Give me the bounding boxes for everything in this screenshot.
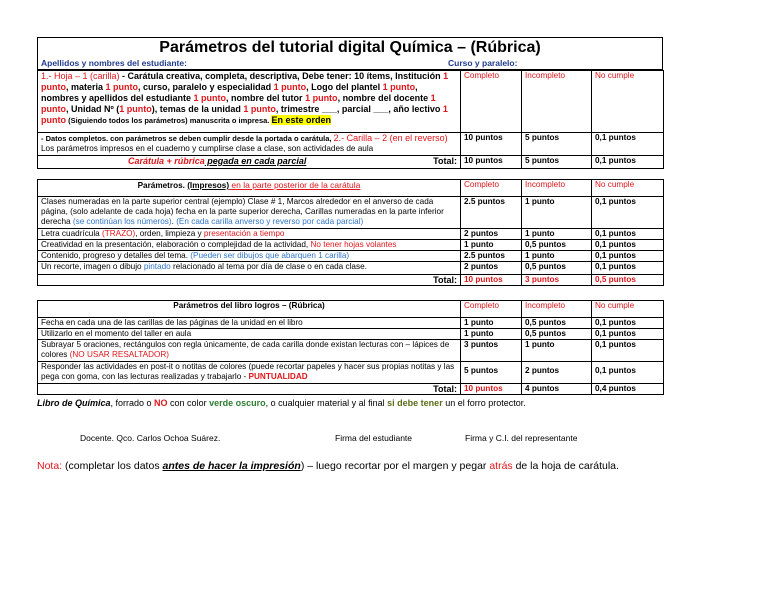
table-row: Clases numeradas en la parte superior central (ejemplo) Clase # 1, Marcos alrededor en el anverso de cada página, (solo adelante de cada hoja) fecha en la parte superior derecha, Carillas numeradas en la parte inferior derecha (se continúan los números). (En cada carilla anverso y reverso por cada parcial) (38, 197, 461, 229)
points-cell: 0,1 puntos (592, 240, 664, 251)
col-fail: No cumple (592, 180, 664, 197)
rubric-page (37, 37, 663, 472)
col-incomplete: Incompleto (522, 301, 592, 318)
points-cell: 10 puntos (461, 156, 522, 169)
points-cell: 0,1 puntos (592, 133, 664, 156)
points-cell: 1 punto (461, 240, 522, 251)
cover-table (37, 70, 664, 169)
student-name-label: Apellidos y nombres del estudiante: (41, 58, 187, 68)
student-signature: Firma del estudiante (335, 433, 413, 443)
points-cell: 0,1 puntos (592, 251, 664, 262)
student-info-row (37, 58, 663, 70)
points-cell: 2 puntos (461, 262, 522, 275)
points-cell: 0,1 puntos (592, 262, 664, 275)
points-cell: 0,5 puntos (522, 318, 592, 329)
points-cell: 10 puntos (461, 275, 522, 286)
cover-row-2: - Datos completos. con parámetros se deben cumplir desde la portada o carátula, 2.- Carilla – 2 (en el reverso) Los parámetros impresos en el cuaderno y cumplirse clase a clase, son actividades de aula (38, 133, 461, 156)
points-cell: 4 puntos (522, 384, 592, 395)
points-cell: 0,1 puntos (592, 362, 664, 384)
col-complete: Completo (461, 71, 522, 133)
points-cell: 1 punto (522, 340, 592, 362)
col-incomplete: Incompleto (522, 180, 592, 197)
page-title: Parámetros del tutorial digital Química – (Rúbrica) (37, 37, 663, 58)
points-cell: 2 puntos (461, 229, 522, 240)
footer-note: Nota: (completar los datos antes de hacer la impresión) – luego recortar por el margen y pegar atrás de la hoja de carátula. (37, 460, 619, 472)
col-complete: Completo (461, 180, 522, 197)
points-cell: 0,1 puntos (592, 329, 664, 340)
representative-signature: Firma y C.I. del representante (465, 433, 578, 443)
book-params-table (37, 300, 664, 395)
table-row: Utilizarlo en el momento del taller en aula (38, 329, 461, 340)
book-section-title: Parámetros del libro logros – (Rúbrica) (38, 301, 461, 318)
points-cell: 3 puntos (522, 275, 592, 286)
points-cell: 2.5 puntos (461, 251, 522, 262)
points-cell: 5 puntos (461, 362, 522, 384)
signature-row (37, 433, 663, 447)
book-total-label: Total: (38, 384, 461, 395)
points-cell: 0,1 puntos (592, 229, 664, 240)
points-cell: 0,4 puntos (592, 384, 664, 395)
points-cell: 1 punto (522, 197, 592, 229)
points-cell: 2 puntos (522, 362, 592, 384)
points-cell: 3 puntos (461, 340, 522, 362)
table-row: Subrayar 5 oraciones, rectángulos con regla únicamente, de cada carilla donde existan lecturas con – lápices de colores (NO USAR RESALTADOR) (38, 340, 461, 362)
table-row: Fecha en cada una de las carillas de las páginas de la unidad en el libro (38, 318, 461, 329)
points-cell: 0,5 puntos (592, 275, 664, 286)
cover-total-row: Carátula + rúbrica pegada en cada parcial Total: (38, 156, 461, 169)
course-label: Curso y paralelo: (448, 58, 518, 68)
points-cell: 1 punto (461, 318, 522, 329)
points-cell: 0,5 puntos (522, 262, 592, 275)
points-cell: 2.5 puntos (461, 197, 522, 229)
printed-section-title: Parámetros. (Impresos) en la parte posterior de la carátula (38, 180, 461, 197)
points-cell: 0,1 puntos (592, 156, 664, 169)
points-cell: 1 punto (461, 329, 522, 340)
col-fail: No cumple (592, 71, 664, 133)
points-cell: 1 punto (522, 229, 592, 240)
points-cell: 1 punto (522, 251, 592, 262)
points-cell: 0,5 puntos (522, 329, 592, 340)
printed-total-label: Total: (38, 275, 461, 286)
points-cell: 5 puntos (522, 156, 592, 169)
book-cover-note: Libro de Química, forrado o NO con color verde oscuro, o cualquier material y al final si debe tener un el forro protector. (37, 398, 526, 408)
points-cell: 0,1 puntos (592, 197, 664, 229)
points-cell: 10 puntos (461, 384, 522, 395)
points-cell: 10 puntos (461, 133, 522, 156)
points-cell: 0,1 puntos (592, 340, 664, 362)
table-row: Letra cuadrícula (TRAZO), orden, limpieza y presentación a tiempo (38, 229, 461, 240)
points-cell: 0,1 puntos (592, 318, 664, 329)
table-row: Creatividad en la presentación, elaboración o complejidad de la actividad, No tener hojas volantes (38, 240, 461, 251)
table-row: Contenido, progreso y detalles del tema. (Pueden ser dibujos que abarquen 1 carilla) (38, 251, 461, 262)
col-incomplete: Incompleto (522, 71, 592, 133)
col-complete: Completo (461, 301, 522, 318)
table-row: Responder las actividades en post-it o notitas de colores (puede recortar papeles y hacer sus propias notitas y las pega con goma, con las lecturas realizadas y trabajarlo - PUNTUALIDAD (38, 362, 461, 384)
points-cell: 0,5 puntos (522, 240, 592, 251)
points-cell: 5 puntos (522, 133, 592, 156)
printed-params-table (37, 179, 664, 286)
table-row: Un recorte, imagen o dibujo pintado relacionado al tema por día de clase o en cada clase. (38, 262, 461, 275)
cover-requirements: 1.- Hoja – 1 (carilla) - Carátula creativa, completa, descriptiva, Debe tener: 10 ítems, Institución 1 punto, materia 1 punto, curso, paralelo y especialidad 1 punto, Logo del plantel 1 punto, nombres y apellidos del estudiante 1 punto, nombre del tutor 1 punto, nombre del docente 1 punto, Unidad Nº (1 punto), temas de la unidad 1 punto, trimestre ___, parcial ___, año lectivo 1 punto (Siguiendo todos los parámetros) manuscrita o impresa. En este orden (38, 71, 461, 133)
col-fail: No cumple (592, 301, 664, 318)
teacher-signature: Docente. Qco. Carlos Ochoa Suárez. (80, 433, 221, 443)
